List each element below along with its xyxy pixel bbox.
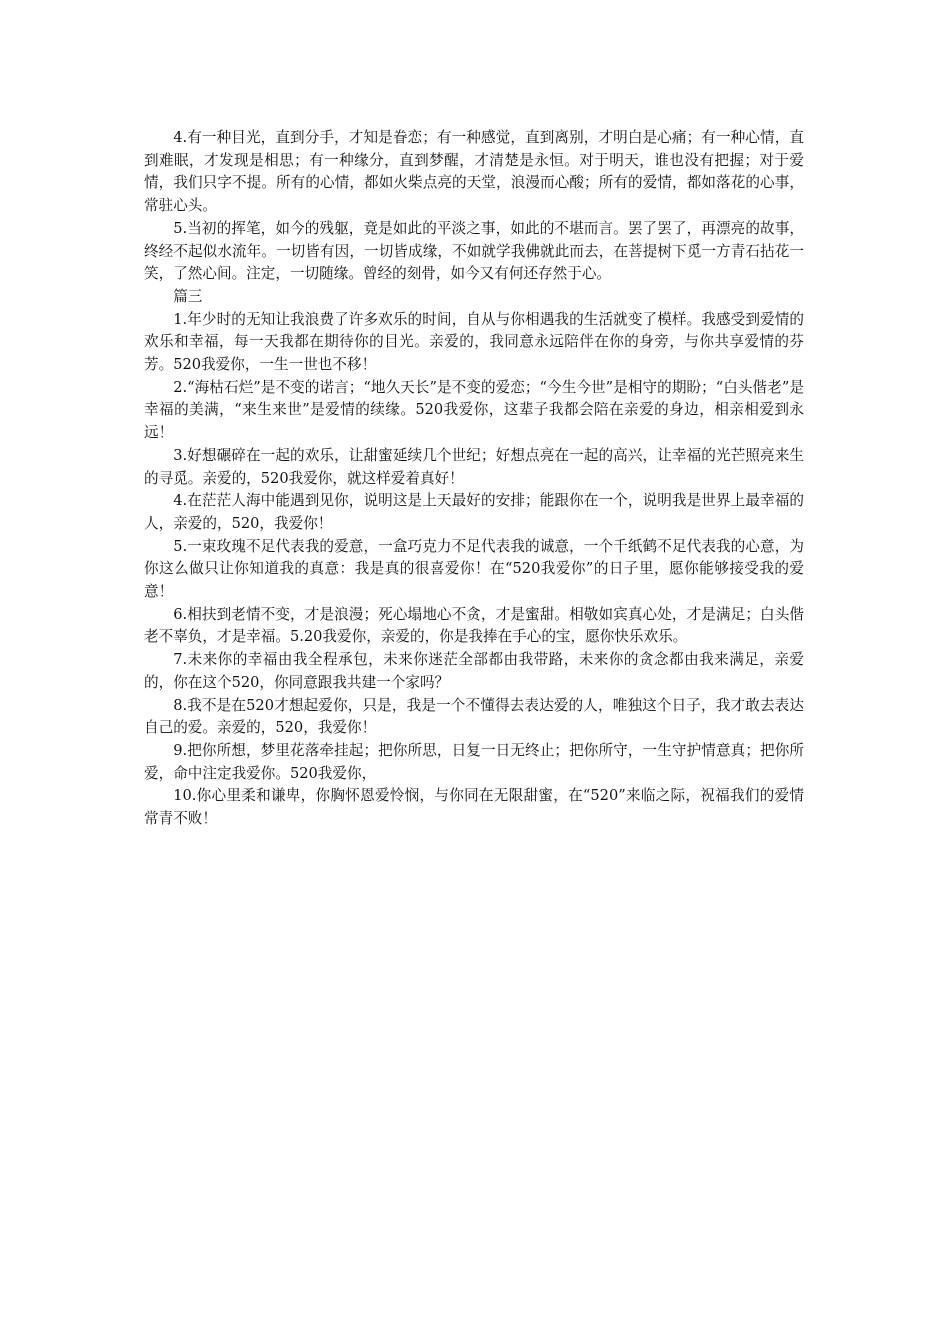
paragraph-4b: 4.在茫茫人海中能遇到见你，说明这是上天最好的安排；能跟你在一个，说明我是世界上最幸福的人，亲爱的，520，我爱你！ — [144, 492, 804, 532]
paragraph-10: 10.你心里柔和谦卑，你胸怀恩爱怜悯，与你同在无限甜蜜，在“520”来临之际，祝福我们的爱情常青不败！ — [144, 787, 804, 828]
paragraph-5: 5.当初的挥笔，如今的残躯，竟是如此的平淡之事，如此的不堪而言。罢了罢了，再漂亮的故事，终经不起似水流年。一切皆有因，一切皆成缘，不如就学我佛就此而去，在菩提树下觅一方青石拈花一笑，了然心间。注定，一切随缘。曾经的刻骨，如今又有何还存然于心。 — [144, 219, 804, 283]
paragraph-6: 6.相扶到老情不变，才是浪漫；死心塌地心不贪，才是蜜甜。相敬如宾真心处，才是满足；白头偕老不辜负，才是幸福。5.20我爱你，亲爱的，你是我捧在手心的宝，愿你快乐欢乐。 — [144, 605, 804, 646]
paragraph-1: 1.年少时的无知让我浪费了许多欢乐的时间，自从与你相遇我的生活就变了模样。我感受到爱情的欢乐和幸福，每一天我都在期待你的目光。亲爱的，我同意永远陪伴在你的身旁，与你共享爱情的芬 芳。520我爱你，一生一世也不移！ — [144, 310, 804, 374]
paragraph-4: 4.有一种目光，直到分手，才知是眷恋；有一种感觉，直到离别，才明白是心痛；有一种心情，直到难眠，才发现是相思；有一种缘分，直到梦醒，才清楚是永恒。对于明天，谁也没有把握；对于爱情，我们只字不提。所有的心情，都如火柴点亮的天堂，浪漫而心酸；所有的爱情，都如落花的心事，常驻心头。 — [144, 129, 804, 215]
paragraph-3: 3.好想碾碎在一起的欢乐，让甜蜜延续几个世纪；好想点亮在一起的高兴，让幸福的光芒照亮来生的寻觅。亲爱的，520我爱你，就这样爱着真好！ — [144, 446, 804, 487]
paragraph-8: 8.我不是在520才想起爱你，只是，我是一个不懂得去表达爱的人，唯独这个日子，我才敢去表达自己的爱。亲爱的，520，我爱你！ — [144, 696, 804, 737]
paragraph-9: 9.把你所想，梦里花落牵挂起；把你所思，日复一日无终止；把你所守，一生守护情意真；把你所爱，命中注定我爱你。520我爱你， — [144, 741, 804, 782]
paragraph-2: 2.“海枯石烂”是不变的诺言；“地久天长”是不变的爱恋；“今生今世”是相守的期盼；“白头偕老”是幸福的美满，“来生来世”是爱情的续缘。520我爱你，这辈子我都会陪在亲爱的身边，相亲相爱到永远！ — [144, 378, 804, 442]
section-heading: 篇三 — [173, 287, 203, 305]
paragraph-5b: 5.一束玫瑰不足代表我的爱意，一盒巧克力不足代表我的诚意，一个千纸鹤不足代表我的心意，为你这么做只让你知道我的真意：我是真的很喜爱你！在“520我爱你”的日子里，愿你能够接受我的爱意！ — [144, 537, 804, 601]
document-body — [144, 127, 804, 831]
paragraph-7: 7.未来你的幸福由我全程承包，未来你迷茫全部都由我带路，未来你的贪念都由我来满足，亲爱的，你在这个520，你同意跟我共建一个家吗？ — [144, 651, 804, 691]
